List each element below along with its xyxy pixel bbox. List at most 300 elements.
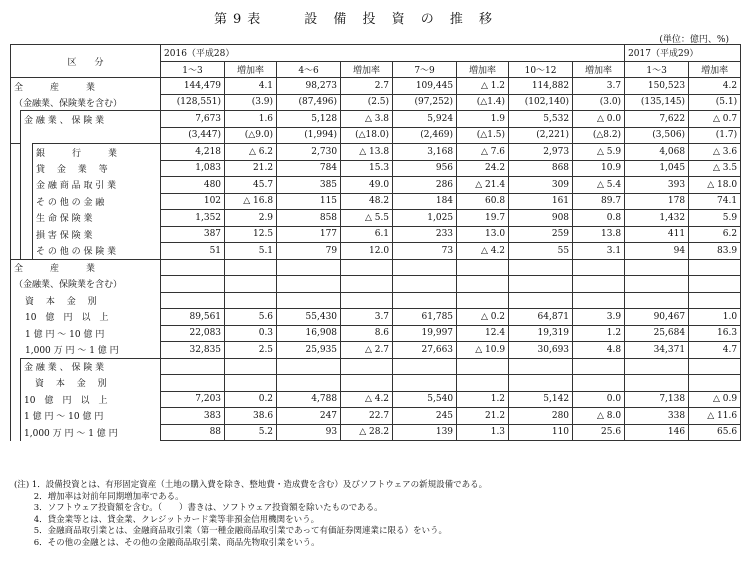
amount-cell: 383 <box>161 408 225 425</box>
growth-rate-cell: 4.2 <box>689 78 741 95</box>
growth-rate-cell: 25.6 <box>573 424 625 441</box>
amount-cell: 25,935 <box>277 342 341 359</box>
amount-cell: 286 <box>393 177 457 194</box>
growth-rate-cell: (△1.4) <box>457 94 509 111</box>
growth-rate-cell: 13.0 <box>457 226 509 243</box>
header-rate: 増加率 <box>573 61 625 78</box>
amount-cell: 22,083 <box>161 325 225 342</box>
growth-rate-cell <box>573 259 625 276</box>
growth-rate-cell: 15.3 <box>341 160 393 177</box>
amount-cell: 25,684 <box>625 325 689 342</box>
indent-cell <box>11 210 21 227</box>
row-label: 生 命 保 険 業 <box>33 210 161 227</box>
row-label: （金融業、保険業を含む） <box>11 94 161 111</box>
amount-cell: (128,551) <box>161 94 225 111</box>
amount-cell <box>161 276 225 293</box>
footnote-line: 2．増加率は対前年同期増加率である。 <box>14 491 184 502</box>
growth-rate-cell: 1.2 <box>573 325 625 342</box>
growth-rate-cell: 0.2 <box>225 391 277 408</box>
header-year-2016-span <box>277 45 625 62</box>
growth-rate-cell: 2.7 <box>341 78 393 95</box>
growth-rate-cell: △ 0.2 <box>457 309 509 326</box>
header-rate: 増加率 <box>225 61 277 78</box>
growth-rate-cell <box>341 276 393 293</box>
row-label: 10 億 円 以 上 <box>21 391 161 408</box>
amount-cell <box>277 292 341 309</box>
header-year-2016: 2016（平成28） <box>161 45 277 62</box>
growth-rate-cell: △ 3.6 <box>689 144 741 161</box>
growth-rate-cell: 48.2 <box>341 193 393 210</box>
header-period: 1～3 <box>161 61 225 78</box>
indent-cell <box>11 160 21 177</box>
growth-rate-cell: 6.1 <box>341 226 393 243</box>
growth-rate-cell: 3.9 <box>573 309 625 326</box>
amount-cell: (87,496) <box>277 94 341 111</box>
amount-cell: 5,532 <box>509 111 573 128</box>
growth-rate-cell: △ 18.0 <box>689 177 741 194</box>
amount-cell <box>277 259 341 276</box>
growth-rate-cell: △ 0.0 <box>573 111 625 128</box>
amount-cell <box>509 375 573 392</box>
header-period: 1～3 <box>625 61 689 78</box>
table-row <box>11 325 741 342</box>
amount-cell: 19,997 <box>393 325 457 342</box>
growth-rate-cell: △ 6.2 <box>225 144 277 161</box>
amount-cell: 247 <box>277 408 341 425</box>
amount-cell: (97,252) <box>393 94 457 111</box>
amount-cell <box>625 358 689 375</box>
growth-rate-cell: 19.7 <box>457 210 509 227</box>
footnote-line: 5．金融商品取引業とは、金融商品取引業（第一種金融商品取引業であって有価証券関連業に限る）をいう。 <box>14 526 448 537</box>
growth-rate-cell: 1.3 <box>457 424 509 441</box>
header-period: 7～9 <box>393 61 457 78</box>
indent-cell <box>21 160 33 177</box>
amount-cell <box>161 375 225 392</box>
growth-rate-cell: 3.1 <box>573 243 625 260</box>
header-rate: 増加率 <box>457 61 509 78</box>
amount-cell: 184 <box>393 193 457 210</box>
amount-cell <box>393 375 457 392</box>
table-row <box>11 78 741 95</box>
amount-cell: 93 <box>277 424 341 441</box>
growth-rate-cell: 45.7 <box>225 177 277 194</box>
amount-cell <box>509 276 573 293</box>
growth-rate-cell: 8.6 <box>341 325 393 342</box>
growth-rate-cell: 89.7 <box>573 193 625 210</box>
amount-cell: 480 <box>161 177 225 194</box>
amount-cell <box>625 292 689 309</box>
table-row <box>11 111 741 128</box>
row-label: 1,000 万 円 ～ 1 億 円 <box>11 342 161 359</box>
amount-cell: 1,083 <box>161 160 225 177</box>
indent-cell <box>11 358 21 375</box>
row-label: 金 融 業 、 保 険 業 <box>21 111 161 128</box>
growth-rate-cell: △ 0.9 <box>689 391 741 408</box>
amount-cell: 5,924 <box>393 111 457 128</box>
growth-rate-cell: △ 2.7 <box>341 342 393 359</box>
amount-cell: 150,523 <box>625 78 689 95</box>
growth-rate-cell <box>341 375 393 392</box>
amount-cell <box>509 292 573 309</box>
table-row <box>11 259 741 276</box>
growth-rate-cell: △ 0.7 <box>689 111 741 128</box>
amount-cell: 19,319 <box>509 325 573 342</box>
growth-rate-cell: 12.5 <box>225 226 277 243</box>
growth-rate-cell <box>341 259 393 276</box>
amount-cell <box>161 358 225 375</box>
row-label: 貸 金 業 等 <box>33 160 161 177</box>
row-label: 金 融 業 、 保 険 業 <box>21 358 161 375</box>
amount-cell: (2,221) <box>509 127 573 144</box>
row-label: 1,000 万 円 ～ 1 億 円 <box>21 424 161 441</box>
unit-note: (単位：億円、%) <box>659 35 729 45</box>
growth-rate-cell: 24.2 <box>457 160 509 177</box>
indent-cell <box>11 424 21 441</box>
growth-rate-cell: △ 5.9 <box>573 144 625 161</box>
growth-rate-cell: 4.1 <box>225 78 277 95</box>
amount-cell: 233 <box>393 226 457 243</box>
growth-rate-cell: △ 10.9 <box>457 342 509 359</box>
amount-cell: 868 <box>509 160 573 177</box>
amount-cell <box>625 259 689 276</box>
amount-cell: 27,663 <box>393 342 457 359</box>
amount-cell: 338 <box>625 408 689 425</box>
growth-rate-cell: 83.9 <box>689 243 741 260</box>
table-row <box>11 408 741 425</box>
growth-rate-cell: △ 4.2 <box>341 391 393 408</box>
growth-rate-cell: (3.9) <box>225 94 277 111</box>
growth-rate-cell <box>225 292 277 309</box>
amount-cell: 3,168 <box>393 144 457 161</box>
amount-cell: (1,994) <box>277 127 341 144</box>
header-year-2017: 2017（平成29） <box>625 45 741 62</box>
amount-cell: 177 <box>277 226 341 243</box>
amount-cell <box>625 276 689 293</box>
amount-cell: 51 <box>161 243 225 260</box>
amount-cell: (3,506) <box>625 127 689 144</box>
header-kubun: 区 分 <box>11 45 161 78</box>
amount-cell: 1,352 <box>161 210 225 227</box>
table-row <box>11 193 741 210</box>
table-row <box>11 276 741 293</box>
growth-rate-cell: 3.7 <box>341 309 393 326</box>
growth-rate-cell: 1.2 <box>457 391 509 408</box>
growth-rate-cell: △ 5.4 <box>573 177 625 194</box>
growth-rate-cell: (1.7) <box>689 127 741 144</box>
row-label: 1 億 円 ～ 10 億 円 <box>11 325 161 342</box>
amount-cell: 7,622 <box>625 111 689 128</box>
amount-cell: 4,218 <box>161 144 225 161</box>
footnote-line: 3．ソフトウェア投資額を含む。（ ）書きは、ソフトウェア投資額を除いたものである。 <box>14 503 383 514</box>
indent-cell <box>11 127 21 144</box>
amount-cell <box>161 259 225 276</box>
table-row <box>11 127 741 144</box>
growth-rate-cell: 13.8 <box>573 226 625 243</box>
footnote-line: (注) 1．設備投資とは、有形固定資産（土地の購入費を除き、整地費・造成費を含む）及びソフトウェアの新規設備である。 <box>14 480 488 490</box>
growth-rate-cell: 38.6 <box>225 408 277 425</box>
growth-rate-cell: (△8.2) <box>573 127 625 144</box>
indent-cell <box>21 210 33 227</box>
growth-rate-cell: (△18.0) <box>341 127 393 144</box>
amount-cell: 115 <box>277 193 341 210</box>
table-row <box>11 160 741 177</box>
row-label: 銀 行 業 <box>33 144 161 161</box>
indent-cell <box>11 193 21 210</box>
indent-cell <box>21 144 33 161</box>
growth-rate-cell: 0.3 <box>225 325 277 342</box>
indent-cell <box>21 193 33 210</box>
growth-rate-cell: △ 11.6 <box>689 408 741 425</box>
amount-cell <box>277 358 341 375</box>
amount-cell: 1,432 <box>625 210 689 227</box>
growth-rate-cell: (2.5) <box>341 94 393 111</box>
table-row <box>11 424 741 441</box>
row-label <box>21 127 161 144</box>
table-row <box>11 243 741 260</box>
growth-rate-cell <box>457 292 509 309</box>
row-label: （金融業、保険業を含む） <box>11 276 161 293</box>
growth-rate-cell <box>573 276 625 293</box>
amount-cell: (135,145) <box>625 94 689 111</box>
growth-rate-cell: 16.3 <box>689 325 741 342</box>
amount-cell: 2,730 <box>277 144 341 161</box>
amount-cell: 90,467 <box>625 309 689 326</box>
amount-cell <box>393 276 457 293</box>
row-label: そ の 他 の 金 融 <box>33 193 161 210</box>
growth-rate-cell: 49.0 <box>341 177 393 194</box>
amount-cell: 393 <box>625 177 689 194</box>
growth-rate-cell <box>689 276 741 293</box>
amount-cell <box>393 259 457 276</box>
amount-cell: 64,871 <box>509 309 573 326</box>
amount-cell: 411 <box>625 226 689 243</box>
amount-cell: 55 <box>509 243 573 260</box>
table-row <box>11 177 741 194</box>
row-label: 資 本 金 別 <box>11 292 161 309</box>
growth-rate-cell <box>341 292 393 309</box>
amount-cell: 161 <box>509 193 573 210</box>
growth-rate-cell: 12.4 <box>457 325 509 342</box>
table-row <box>11 94 741 111</box>
amount-cell: 88 <box>161 424 225 441</box>
growth-rate-cell <box>225 358 277 375</box>
amount-cell: 16,908 <box>277 325 341 342</box>
header-period: 10～12 <box>509 61 573 78</box>
amount-cell: 280 <box>509 408 573 425</box>
growth-rate-cell: 21.2 <box>457 408 509 425</box>
amount-cell: 956 <box>393 160 457 177</box>
amount-cell: 114,882 <box>509 78 573 95</box>
amount-cell: 2,973 <box>509 144 573 161</box>
amount-cell: 259 <box>509 226 573 243</box>
row-label: 損 害 保 険 業 <box>33 226 161 243</box>
indent-cell <box>21 226 33 243</box>
amount-cell: 7,673 <box>161 111 225 128</box>
amount-cell: (2,469) <box>393 127 457 144</box>
indent-cell <box>11 391 21 408</box>
growth-rate-cell: 65.6 <box>689 424 741 441</box>
amount-cell: 110 <box>509 424 573 441</box>
row-label: 全 産 業 <box>11 78 161 95</box>
growth-rate-cell: △ 1.2 <box>457 78 509 95</box>
growth-rate-cell <box>457 358 509 375</box>
capex-table <box>10 44 741 441</box>
amount-cell: 858 <box>277 210 341 227</box>
growth-rate-cell: 5.6 <box>225 309 277 326</box>
amount-cell: (3,447) <box>161 127 225 144</box>
growth-rate-cell <box>457 276 509 293</box>
growth-rate-cell: (5.1) <box>689 94 741 111</box>
amount-cell: 1,045 <box>625 160 689 177</box>
table-row <box>11 342 741 359</box>
amount-cell <box>277 375 341 392</box>
table-row <box>11 309 741 326</box>
growth-rate-cell: 5.1 <box>225 243 277 260</box>
amount-cell: 908 <box>509 210 573 227</box>
amount-cell: 79 <box>277 243 341 260</box>
table-row <box>11 358 741 375</box>
growth-rate-cell <box>573 358 625 375</box>
amount-cell <box>393 358 457 375</box>
growth-rate-cell: 60.8 <box>457 193 509 210</box>
amount-cell: 89,561 <box>161 309 225 326</box>
amount-cell: 139 <box>393 424 457 441</box>
growth-rate-cell <box>689 375 741 392</box>
amount-cell <box>161 292 225 309</box>
growth-rate-cell: 5.2 <box>225 424 277 441</box>
table-row <box>11 391 741 408</box>
amount-cell: 178 <box>625 193 689 210</box>
growth-rate-cell: △ 8.0 <box>573 408 625 425</box>
indent-cell <box>11 375 21 392</box>
amount-cell: 34,371 <box>625 342 689 359</box>
header-rate: 増加率 <box>341 61 393 78</box>
footnote-line: 6．その他の金融とは、その他の金融商品取引業、商品先物取引業をいう。 <box>14 537 320 548</box>
growth-rate-cell: 2.9 <box>225 210 277 227</box>
growth-rate-cell: 6.2 <box>689 226 741 243</box>
amount-cell: 146 <box>625 424 689 441</box>
growth-rate-cell: 74.1 <box>689 193 741 210</box>
amount-cell <box>393 292 457 309</box>
growth-rate-cell <box>689 358 741 375</box>
growth-rate-cell: (3.0) <box>573 94 625 111</box>
header-rate: 増加率 <box>689 61 741 78</box>
header-period: 4～6 <box>277 61 341 78</box>
amount-cell <box>277 276 341 293</box>
growth-rate-cell: 1.6 <box>225 111 277 128</box>
growth-rate-cell: △ 3.5 <box>689 160 741 177</box>
growth-rate-cell <box>457 375 509 392</box>
growth-rate-cell: 10.9 <box>573 160 625 177</box>
indent-cell <box>11 111 21 128</box>
growth-rate-cell: 22.7 <box>341 408 393 425</box>
growth-rate-cell <box>573 375 625 392</box>
growth-rate-cell: △ 3.8 <box>341 111 393 128</box>
amount-cell <box>509 259 573 276</box>
amount-cell: 4,788 <box>277 391 341 408</box>
amount-cell: 144,479 <box>161 78 225 95</box>
indent-cell <box>11 144 21 161</box>
growth-rate-cell <box>225 276 277 293</box>
amount-cell: 61,785 <box>393 309 457 326</box>
indent-cell <box>11 408 21 425</box>
growth-rate-cell <box>225 259 277 276</box>
growth-rate-cell: △ 28.2 <box>341 424 393 441</box>
footnote-line: 4．貸金業等とは、貸金業、クレジットカード業等非預金信用機関をいう。 <box>14 514 320 525</box>
growth-rate-cell: 2.5 <box>225 342 277 359</box>
indent-cell <box>11 243 21 260</box>
growth-rate-cell: △ 13.8 <box>341 144 393 161</box>
amount-cell: 387 <box>161 226 225 243</box>
amount-cell <box>509 358 573 375</box>
row-label: 10 億 円 以 上 <box>11 309 161 326</box>
table-row <box>11 375 741 392</box>
amount-cell: 385 <box>277 177 341 194</box>
amount-cell: 4,068 <box>625 144 689 161</box>
table-row <box>11 292 741 309</box>
table-row <box>11 226 741 243</box>
row-label: 資 本 金 別 <box>21 375 161 392</box>
footnotes <box>14 480 487 550</box>
growth-rate-cell: (△9.0) <box>225 127 277 144</box>
indent-cell <box>21 243 33 260</box>
amount-cell: 30,693 <box>509 342 573 359</box>
amount-cell: 94 <box>625 243 689 260</box>
amount-cell: 7,203 <box>161 391 225 408</box>
growth-rate-cell: 1.0 <box>689 309 741 326</box>
growth-rate-cell <box>225 375 277 392</box>
row-label: そ の 他 の 保 険 業 <box>33 243 161 260</box>
growth-rate-cell <box>341 358 393 375</box>
growth-rate-cell: △ 7.6 <box>457 144 509 161</box>
growth-rate-cell: 5.9 <box>689 210 741 227</box>
amount-cell: 102 <box>161 193 225 210</box>
table-row <box>11 144 741 161</box>
growth-rate-cell: △ 16.8 <box>225 193 277 210</box>
amount-cell: 32,835 <box>161 342 225 359</box>
table-body <box>11 78 741 441</box>
amount-cell: 73 <box>393 243 457 260</box>
row-label: 全 産 業 <box>11 259 161 276</box>
amount-cell: 109,445 <box>393 78 457 95</box>
growth-rate-cell: 0.8 <box>573 210 625 227</box>
amount-cell: 309 <box>509 177 573 194</box>
amount-cell: 5,540 <box>393 391 457 408</box>
table-title: 第9表 設 備 投 資 の 推 移 <box>213 12 499 27</box>
growth-rate-cell: 21.2 <box>225 160 277 177</box>
growth-rate-cell <box>457 259 509 276</box>
amount-cell: 1,025 <box>393 210 457 227</box>
growth-rate-cell: 1.9 <box>457 111 509 128</box>
growth-rate-cell <box>573 292 625 309</box>
amount-cell: 245 <box>393 408 457 425</box>
growth-rate-cell: 12.0 <box>341 243 393 260</box>
growth-rate-cell <box>689 292 741 309</box>
growth-rate-cell: 4.8 <box>573 342 625 359</box>
table-row <box>11 210 741 227</box>
row-label: 金 融 商 品 取 引 業 <box>33 177 161 194</box>
amount-cell: 7,138 <box>625 391 689 408</box>
amount-cell <box>625 375 689 392</box>
amount-cell: 55,430 <box>277 309 341 326</box>
growth-rate-cell: (△1.5) <box>457 127 509 144</box>
growth-rate-cell: △ 21.4 <box>457 177 509 194</box>
indent-cell <box>11 226 21 243</box>
amount-cell: 5,128 <box>277 111 341 128</box>
row-label: 1 億 円 ～ 10 億 円 <box>21 408 161 425</box>
amount-cell: 5,142 <box>509 391 573 408</box>
indent-cell <box>21 177 33 194</box>
